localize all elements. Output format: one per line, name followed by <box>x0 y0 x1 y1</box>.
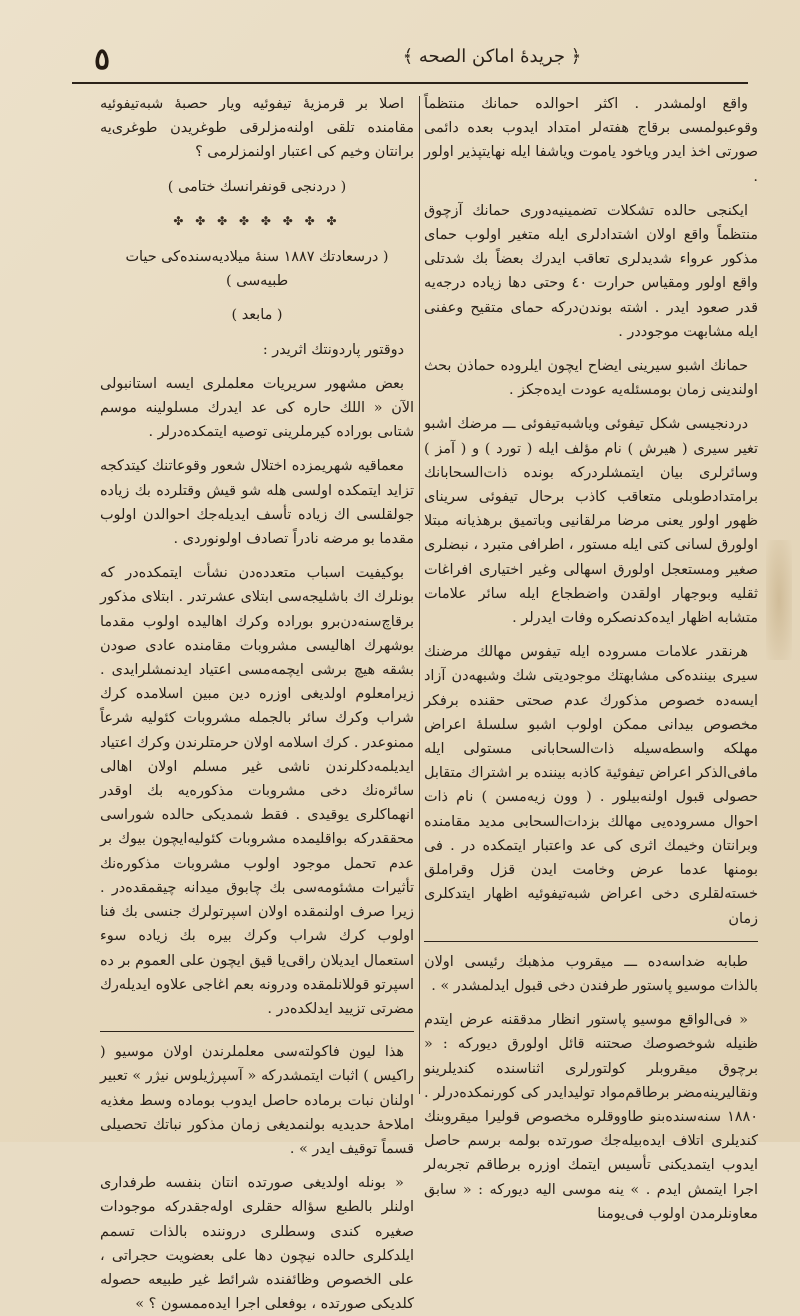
masthead-title: ﴿ جريدهٔ اماكن الصحه ﴾ <box>402 46 582 67</box>
left-column <box>100 92 414 1313</box>
page-header <box>72 38 748 84</box>
header-rule <box>72 82 748 84</box>
left-paragraph: معماقيه شهريمزده اختلال شعور وقوعاتنك كيتدكجه تزايد ايتمكده اولسى هله شو قيش وقتلرده بك زياده جولقلسى اك زياده تأسف ايديله‌جك احوالدن اولوب مقدما بو مرضه نادراً تصادف اولونوردى . <box>100 458 414 548</box>
left-bottom-paragraph: « بونله اولديغى صورتده انتان بنفسه طرفدارى اولنلر بالطبع سؤاله حقلرى اوله‌جقدركه موجودات صغيره كندى وسطلرى دروننده بالذات تسمم ايلدكلرى حالده نيچون دها على بعضويت حجراتى ، على الخصوص وظائفنده شرائط غير طبيعه حصوله كلديكى صورتده ، بوفعلى اجرا ايده‌ممسون ؟ » <box>100 1175 414 1313</box>
right-paragraph: دردنجيسى شكل تيفوئى وياشبه‌تيفوئى ـــ مرضك اشبو تغير سيرى ( هيرش ) نام مؤلف ايله ( تورد ) و ( آمز ) وسائرلرى بيان ايتمشلردركه بونده ذات‌السحابانك برامتدادطوبلى متعاقب كاذب برحال تيفوئى سريناى ظهور اولور يعنى مرضا مرلقانيى وباتميق برهذيانه مبتلا اولورق لسانى كتى ايله مستور ، اطرافى متبرد ، نبضلرى صغير ومستعجل اولورق اسهالى وغير اختيارى افراغات ثقليه وبوجهار اولقدن واضطجاع ايله سائر علامات متشابه اظهار ايده‌كدنصكره وفات ايدرلر . <box>424 416 758 627</box>
ornament-divider: ✤ ✤ ✤ ✤ ✤ ✤ ✤ ✤ <box>173 213 341 228</box>
left-bottom-paragraph: هذا ليون فاكولته‌سى معلملرندن اولان موسيو ( راكيس ) اثبات ايتمشدركه « آسپرژيلوس نيژر » تعبير اولنان نبات برماده حاصل ايدوب بوماده وسط مغذيه املاحهٔ حديديه بولنمديغى زمان مذكور نباتك تحصيلى قسماً توقيف ايدر » . <box>100 1044 414 1157</box>
conference-end-note: ( دردنجى قونفرانسك ختامى ) <box>167 178 347 195</box>
right-paragraph: حمانك اشبو سيرينى ايضاح ايچون ايلروده حماذن بحث اولندينى زمان بومسئله‌يه عودت ايده‌جكز . <box>424 358 758 399</box>
section-rule <box>424 941 758 942</box>
right-paragraph: واقع اولمشدر . اكثر احوالده حمانك منتظماً وقوعبولمسى برقاج هفته‌لر امتداد ايدوب بعده دائمى صورتى اخذ ايدر وياخود ياموت وياشفا ايله نهايتپذير اولور . <box>424 96 758 185</box>
paper-stain <box>766 540 792 660</box>
page-number: ٥ <box>93 42 111 77</box>
right-paragraph: طبابه ضداسه‌ده ـــ ميقروب مذهبك رئيسى اولان بالذات موسيو پاستور طرفندن دخى قبول ايدلمشدر » . <box>424 953 758 994</box>
author-line: دوقتور پاردونتك اثريدر : <box>262 341 404 358</box>
left-top-paragraph: اصلا بر قرمزيهٔ تيفوئيه ويار حصبهٔ شبه‌تيفوئيه مقامنده تلقى اولنه‌مزلرقى طوغريدن طوغرى‌يه برانتان وخيم كى اعتبار اولنمزلرمى ؟ <box>100 96 414 161</box>
left-paragraph: بوكيفيت اسباب متعدده‌دن نشأت ايتمكده‌در كه بونلرك اك باشليجه‌سى ابتلاى عشرتدر . ابتلاى مذكور برقاچ‌سنه‌دن‌برو بوراده وكرك اهاليده اولوب مقدما بوشهرك اهاليسى مشروبات مقامنده عادى صودن بشقه هيچ برشى ايچمه‌مسى اعتياد ايدنمشلرايدى . زيرامعلوم اولديغى اوزره دين مبين اسلامده كرك شراب وكرك سائر بالجمله مشروبات كئوليه شرعاً ممنوعدر . كرك اسلامه اولان حرمتلرندن وكرك اعتياد ايديلمه‌دكلرندن ناشى غير مسلم اولان اهالى سائره‌نك دخى مشروبات مذكوره‌يه بك اوقدر انهماكلرى يوقيدى . فقط شمديكى حالده شوراسى محققدركه بواقليمده مشروبات كئوليه‌ايچون بيوك بر عدم تحمل موجود اولوب مشروبات مذكوره‌نك تأثيرات مشئومه‌سى بك چابوق ميدانه چيقمقده‌در . زيرا صرف اولنمقده اولان اسپرتولرك جنسى بك فنا اولوب كرك شراب وكرك بيره بك زياده سوء استعمال ايديلان راقى‌يا قيق ايچون على العموم بر ده اسپرتو قوللانلمقده ودرونه بعم اغاجى علاوه ايديله‌رك مضرتى تزييد ايدلكده‌در . <box>100 565 414 1017</box>
section-title: ( درسعادتك ١٨٨٧ سنهٔ ميلاديه‌سنده‌كى حيات طبيه‌سى ) <box>125 249 389 290</box>
right-paragraph: ايكنجى حالده تشكلات تضمينيه‌دورى حمانك آزچوق منتظماً واقع اولان اشتدادلرى ايله متغير اولوب حماى مذكور عرواء شديدلرى تعاقب ايدرك بعضاً بك شدتلى واقع اولور ومقياس حرارت ٤٠ وحتى دها زياده درجه‌يه قدر صعود ايدر . اشته بوندن‌دركه حماى متقيح وعفنى ايله مشابهت موجوددر . <box>424 202 758 340</box>
section-subtitle: ( مابعد ) <box>231 307 283 324</box>
left-paragraph: بعض مشهور سريريات معلملرى ايسه استانبولى الآن « اللك حاره كى عد ايدرك مسلولينه موسم شتاىى بوراده كيرملرينى توصيه ايتمكده‌درلر . <box>100 375 414 441</box>
right-paragraph: هرنقدر علامات مسروده ايله تيفوس مهالك مرضنك سيرى بيننده‌كى مشابهتك موجوديتى شك وشبهه‌دن آزاد ايسه‌ده خصوص مذكورك عدم صحتى حقنده برفكر مخصوص بيدانى ممكن اولوب اشبو سلسله‌ٔ اعراض مهلكه واسطه‌سيله ذات‌السحابانى مستولى ايله مافى‌الذكر اعراض تيفوئية كاذبه بيننده بر اشتراك متقابل حصولى قبول اولنه‌بيلور . ( وون زيه‌مسن ) نام ذات احوال مسروده‌يى مهالك بزدات‌السحابى مدید مقامنده وبرانتان وخيمك اثرى كى عد واعتبار ايتمكده در . فى بومنها عدما عرض وخامت ايدن قزل وقراملق خسته‌لقلرى دخى اعراض شبه‌تيفوئيه اظهار ايتدكلرى زمان <box>424 644 758 927</box>
section-rule <box>100 1031 414 1032</box>
column-divider <box>419 96 420 1094</box>
right-column <box>424 92 758 1222</box>
right-paragraph: « فى‌الواقع موسيو پاستور انظار مدققنه عرض ايتدم ظنيله شوخصوصك صحتنه قائل اولورق ديوركه : « برچوق ميقروبلر كولتورلرى اثناسنده كنديلرينو ونقاليرينه‌مضر برطاقم‌مواد توليدايدر كى كورنمكده‌درلر . ١٨٨٠ سنه‌سنده‌بنو طاووقلره مخصوص قوليرا ميقروبنك كنديلرى اتلاف ايده‌بيله‌جك صورتده بولمه برسم حاصل ايدوب ايتمديكنى تأسيس ايتمك اوزره برطاقم تجربه‌لر اجرا ايتمش ايدم . » ينه موسى اليه ديوركه : « سابق معاونلرمدن اولوب فى‌يومنا <box>424 1012 758 1222</box>
